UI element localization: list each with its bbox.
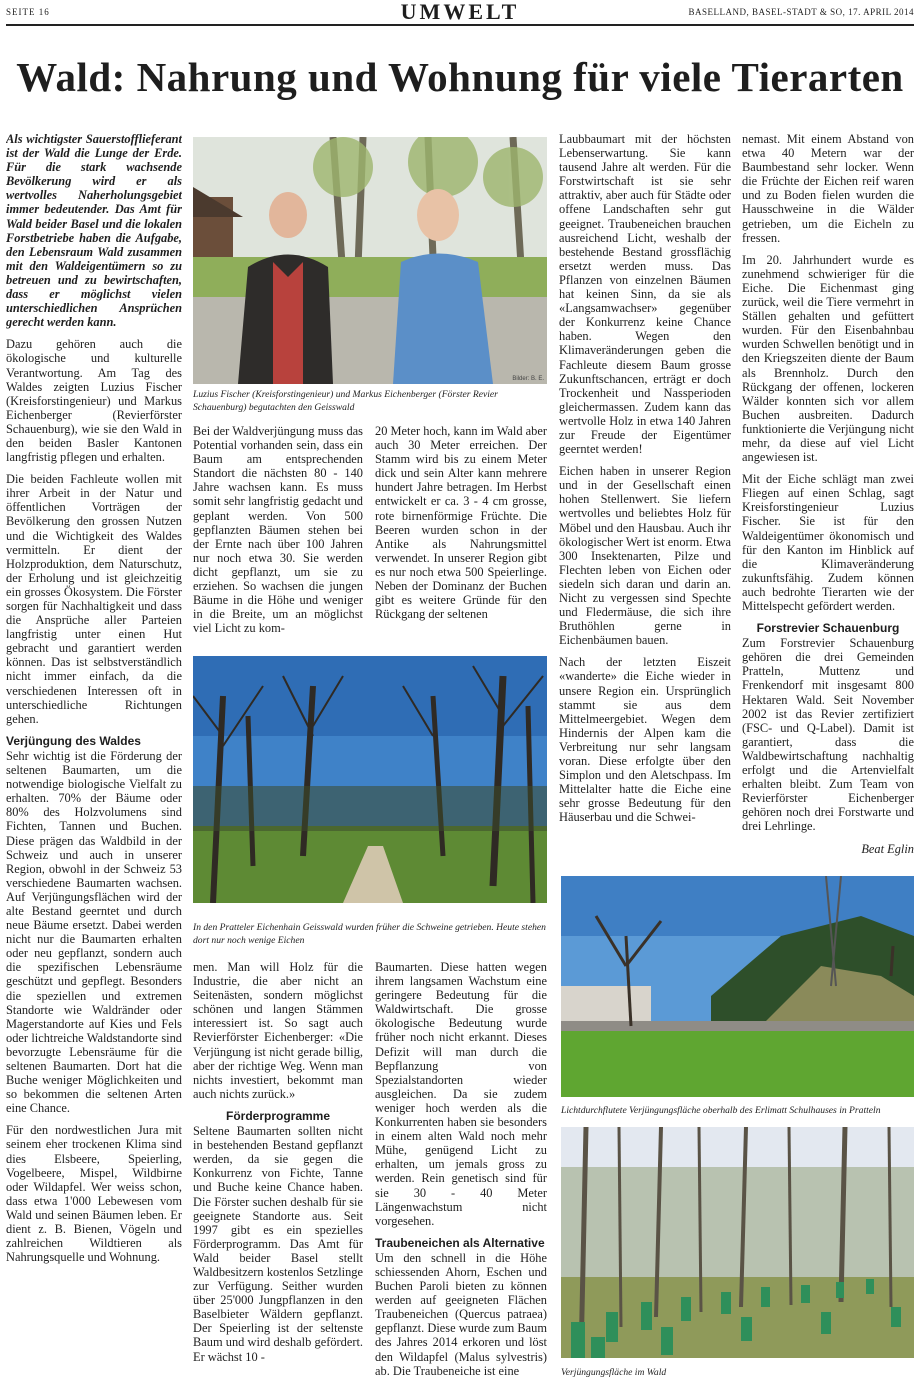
photo-caption-oak-grove: In den Pratteler Eichenhain Geisswald wurden früher die Schweine getrieben. Heute stehen dort nur noch wenige Eichen (193, 922, 546, 946)
page-number: SEITE 16 (6, 7, 50, 17)
column-3b (375, 960, 547, 1385)
paragraph: Sehr wichtig ist die Förderung der seltenen Baumarten, um die notwendige biologische Vielfalt zu erhalten. 70% der Bäume oder 80% des Holzvolumens sind Fichten, Tannen und Buchen. Diese prägen das Waldbild in der Schweiz und auch in unserer Region, obwohl in der Schweiz 53 verschiedene Baumarten wachsen. Auf Verjüngungsflächen wird der alte Bestand geerntet und durch neue Bäume ersetzt. Dabei werden nicht nur die Baumarten erhalten oder neu gepflanzt, sondern auch die spezifischen Lebensräume geschützt und gepflegt. Besonders die speziellen und extremen Standorte wie Waldränder oder Magerstandorte auf Kies und Fels oder lichtreiche Waldstandorte sind bevorzugte Lebensräume für die seltenen Baumarten. Dort hat die Buche weniger Möglichkeiten und so bekommen die seltenen Arten eine Chance. (6, 748, 182, 1116)
photo-credit: Bilder: B. E. (512, 376, 544, 382)
paragraph: Eichen haben in unserer Region und in der Gesellschaft einen hohen Stellenwert. Sie liefern wertvolles und beliebtes Holz für Möbel und den Hausbau. Auch ihr ökologischer Wert ist enorm. Etwa 300 Insektenarten, Pilze und Flechten leben von Eichen oder siedeln sich daran und darin an. Nicht zu vergessen sind Spechte und Fledermäuse, die sich ihre Bruthöhlen gerne in Eichenbäumen bauen. (559, 464, 731, 648)
paragraph: Zum Forstrevier Schauenburg gehören die drei Gemeinden Pratteln, Muttenz und Frenkendorf mit insgesamt 800 Hektaren Wald. Seit November 2002 ist das Revier zertifiziert (FSC- und Q-Label). Damit ist garantiert, dass die Waldbewirtschaftung nachhaltig erfolgt und die Artenvielfalt erhalten bleibt. Zum Team von Revierförster Eichenberger gehören noch drei Forstwarte und drei Lehrlinge. (742, 636, 914, 834)
paragraph: Die beiden Fachleute wollen mit ihrer Arbeit in der Natur und öffentlichen Vorträgen der Bevölkerung den grossen Nutzen und die Wichtigkeit des Waldes vermitteln. Er dient der Holzproduktion, dem Naturschutz, der Erholung und ist gleichzeitig ein grosses Ökosystem. Die Förster sorgen für Nachhaltigkeit und dass die Ansprüche aller Parteien langfristig unter einen Hut gebracht und garantiert werden können. Das ist selbstverständlich nicht immer einfach, da die verschiedenen Interessen oft in unterschiedliche Richtungen gehen. (6, 472, 182, 726)
column-2b (193, 960, 363, 1385)
paragraph: Im 20. Jahrhundert wurde es zunehmend schwieriger für die Eiche. Die Eichenmast ging zurück, weil die Tiere vermehrt in Ställen gehalten und gefüttert wurden. Für den Eisenbahnbau wurden Schwellen benötigt und in den Kriegszeiten diente der Baum als Brennholz. Durch den Rückgang der offenen, lockeren Wälder konnten sich vor allem Buchen ausbreiten. Dadurch funktionierte die Verjüngung nicht mehr, da diese auf viel Licht angewiesen ist. (742, 252, 914, 465)
column-2a (193, 424, 363, 649)
photo-clearing (561, 876, 914, 1097)
column-5 (742, 132, 914, 862)
paragraph: Mit der Eiche schlägt man zwei Fliegen auf einen Schlag, sagt Kreisforstingenieur Luzius Fischer. Sie ist für den Waldeigentümer ökonomisch und für den Kanton im Hinblick auf die Klimaveränderung zukunftsfähig. Zudem können auch bedrohte Tierarten wie der Mittelspecht gefördert werden. (742, 472, 914, 613)
headline: Wald: Nahrung und Wohnung für viele Tierarten (16, 54, 904, 100)
paragraph: Seltene Baumarten sollten nicht in bestehenden Bestand gepflanzt werden, da sie gegen die Konkurrenz von Fichte, Tanne und Buche keine Chance haben. Die Förster suchen deshalb für sie geeignete Standorte aus. Seit 1997 gibt es ein spezielles Förderprogramm. Das Amt für Wald beider Basel stellt Waldbesitzern kostenlos Setzlinge zur Verfügung. Seither wurden über 25'000 Jungpflanzen in den Baselbieter Wäldern gepflanzt. Der Speierling ist der seltenste Baum und wird deshalb gefördert. Er wächst 10 - (193, 1124, 363, 1364)
byline: Beat Eglin (861, 841, 914, 856)
column-1 (6, 132, 182, 1382)
paragraph: Baumarten. Diese hatten wegen ihrem langsamen Wachstum eine geringere Bedeutung für die Waldwirtschaft. Die grosse ökologische Bedeutung wurde früher noch nicht erkannt. Dieses Defizit will man durch die Bepflanzung von Spezialstandorten wieder ausgleichen. Da sie zudem weniger hoch werden als die Konkurrenten haben sie besonders in einem alten Wald noch mehr Mühe, genügend Licht zu erhalten, um jemals gross zu werden. Rein genetisch sind für sie 30 - 40 Meter Längenwachstum nicht vorgesehen. (375, 960, 547, 1228)
photo-foresters (193, 137, 547, 384)
photo-oak-grove (193, 656, 547, 903)
paragraph: Um den schnell in die Höhe schiessenden Ahorn, Eschen und Buchen Paroli bieten zu können werden auf geeigneten Flächen Traubeneichen (Quercus patraea) gepflanzt. Diese wurde zum Baum des Jahres 2014 erkoren und löst den Wildapfel (Malus sylvestris) ab. Die Traubeneiche ist eine (375, 1250, 547, 1378)
paragraph: 20 Meter hoch, kann im Wald aber auch 30 Meter erreichen. Der Stamm wird bis zu einem Meter dick und sein Alter kann mehrere hundert Jahre betragen. Im Herbst entwickelt er ca. 3 - 4 cm grosse, rote birnenförmige Früchte. Die Beeren wurden schon in der Antike als Nahrungsmittel verwendet. In unserer Region gibt es nur noch etwa 500 Speierlinge. Neben der Dominanz der Buchen gibt es weitere Gründe für den Rückgang der seltenen (375, 424, 547, 622)
page-header (6, 0, 914, 26)
photo-caption-clearing: Lichtdurchflutete Verjüngungsfläche oberhalb des Erlimatt Schulhauses in Pratteln (561, 1105, 881, 1116)
photo-regeneration (561, 1127, 914, 1358)
subheading: Verjüngung des Waldes (6, 733, 141, 748)
edition-date: BASELLAND, BASEL-STADT & SO, 17. APRIL 2014 (688, 7, 914, 17)
photo-caption-regeneration: Verjüngungsfläche im Wald (561, 1367, 667, 1378)
paragraph: Laubbaumart mit der höchsten Lebenserwartung. Sie kann tausend Jahre alt werden. Für die Forstwirtschaft ist sie sehr attraktiv, aber auch für Städte oder offene Landschaften sehr gut geeignet. Traubeneichen brauchen ausreichend Licht, weshalb der bestehende Bestand grossflächig ersetzt werden muss. Das Pflanzen von einzelnen Bäumen hat keinen Sinn, da sie als «Langsamwachser» gegenüber der Konkurrenz keine Chance haben. Wegen den Klimaveränderungen geben die Fachleute diesem Baum grosse Zukunftschancen, erträgt er doch Trockenheit und Nassperioden gleichermassen. Zudem kann das wertvolle Holz in etwa 140 Jahren zur Freude der Eigentümer geerntet werden! (559, 132, 731, 457)
column-4 (559, 132, 731, 862)
paragraph: Bei der Waldverjüngung muss das Potential vorhanden sein, dass ein Baum am entsprechenden Standort die nächsten 80 - 140 Jahre wachsen kann. Es muss somit sehr langfristig gedacht und geplant werden. Von 500 gepflanzten Bäumen stehen bei der Ernte nach über 100 Jahren nur noch etwa 30. Sie werden dicht gepflanzt, um sie zu erziehen. So wachsen die jungen Bäume in die Höhe und weniger in die Breite, um an möglichst viel Licht zu kom- (193, 424, 363, 636)
section-title: UMWELT (400, 0, 520, 24)
subheading: Forstrevier Schauenburg (756, 621, 900, 636)
lead-paragraph: Als wichtigster Sauerstofflieferant ist der Wald die Lunge der Erde. Für die stark wachsende Bevölkerung wird er als wertvolles Naherholungsgebiet immer bedeutender. Das Amt für Wald beider Basel und die lokalen Forstbetriebe haben die Aufgabe, den Lebensraum Wald zusammen mit den Waldeigentümern so zu betreuen und zu bewirtschaften, dass er möglichst vielen unterschiedlichen Ansprüchen gerecht werden kann. (6, 132, 182, 330)
column-3a (375, 424, 547, 649)
paragraph: men. Man will Holz für die Industrie, die aber nicht an Seitenästen, sondern möglichst schönen und langen Stämmen interessiert ist. So sagt auch Revierförster Eichenberger: «Die Verjüngung ist nicht gerade billig, aber der richtige Weg. Wenn man nichts investiert, bekommt man auch nichts zurück.» (193, 960, 363, 1101)
paragraph: Dazu gehören auch die ökologische und kulturelle Verantwortung. Am Tag des Waldes zeigten Luzius Fischer (Kreisforstingenieur) und Markus Eichenberger (Revierförster Schauenburg), wie sie den Wald in den beiden Basler Kantonen langfristig pflegen und erhalten. (6, 337, 182, 465)
paragraph: nemast. Mit einem Abstand von etwa 40 Metern war der Baumbestand sehr locker. Wenn die Früchte der Eichen reif waren und zu Boden fielen wurden die Hausschweine in die Wälder getrieben, um die Eicheln zu fressen. (742, 132, 914, 245)
subheading: Traubeneichen als Alternative (375, 1235, 545, 1250)
photo-caption-foresters: Luzius Fischer (Kreisforstingenieur) und Markus Eichenberger (Förster Revier Schauenburg) begutachten den Geisswald (193, 389, 498, 413)
paragraph: Für den nordwestlichen Jura mit seinem eher trockenen Klima sind dies Elsbeere, Speierling, Vogelbeere, Mispel, Wildbirne oder Wildapfel. Wer weiss schon, dass etwa 1'000 Lebewesen vom Wald und seinen Bäumen leben. Er dient z. B. Bienen, Vögeln und zahlreichen Wildtieren als Nahrungsquelle und Wohnung. (6, 1123, 182, 1265)
subheading: Förderprogramme (225, 1108, 331, 1123)
paragraph: Nach der letzten Eiszeit «wanderte» die Eiche wieder in unsere Region ein. Ursprünglich stammt sie aus dem Mittelmeergebiet. Wegen dem Hindernis der Alpen kam die Verbreitung nur sehr langsam voran. Diese erfolgte über den Simplon und den Aletschpass. Im Mittelalter hatte die Eiche eine sehr grosse Bedeutung für den Häuserbau und die Schwei- (559, 655, 731, 825)
